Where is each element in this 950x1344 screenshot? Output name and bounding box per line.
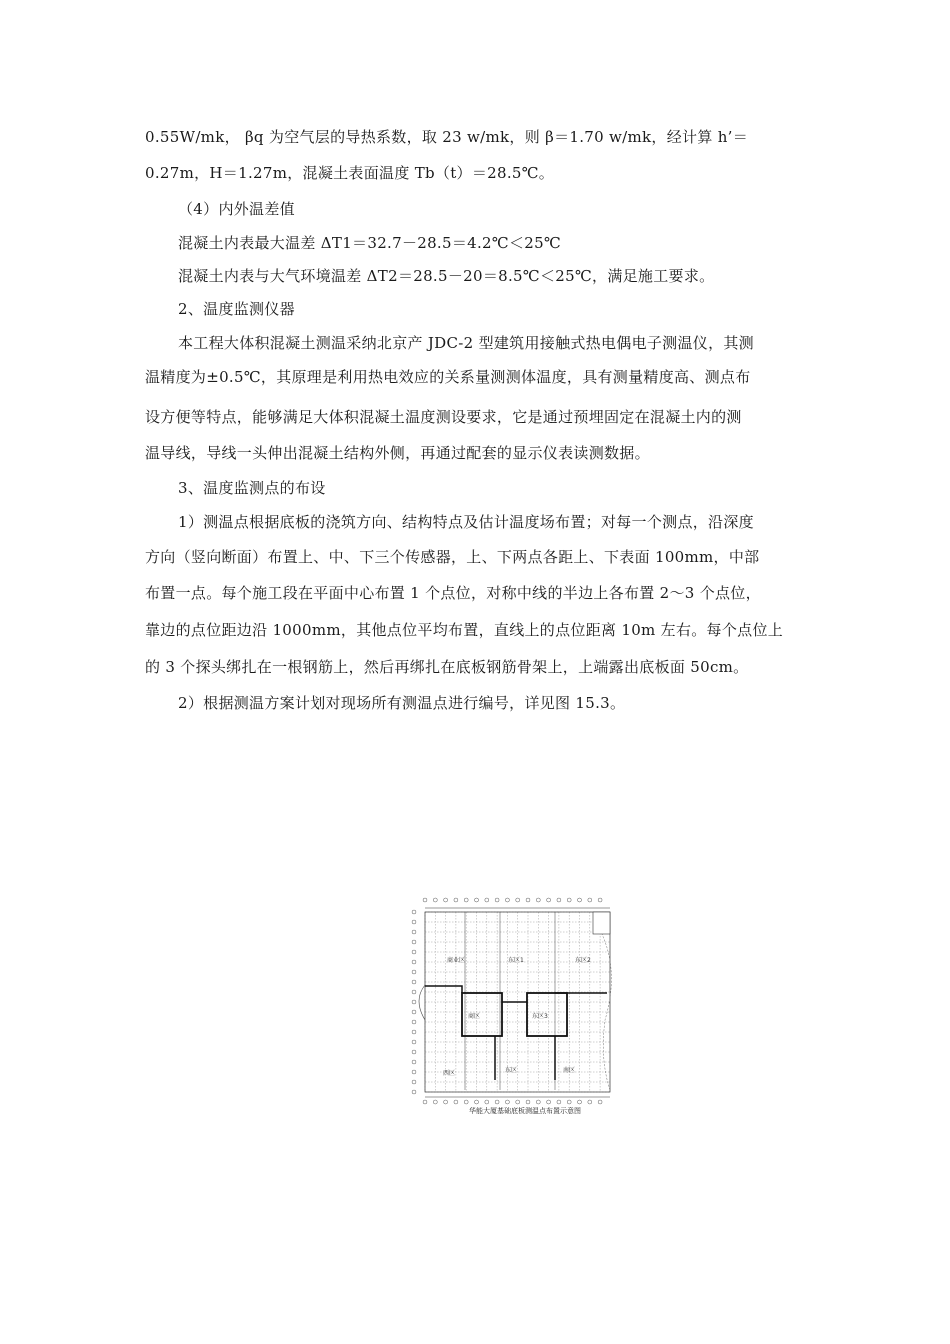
axis-bubble bbox=[412, 940, 416, 944]
paragraph-line: 本工程大体积混凝土测温采纳北京产 JDC-2 型建筑用接触式热电偶电子测温仪，其测 bbox=[178, 334, 754, 352]
axis-bubble bbox=[526, 898, 530, 902]
axis-bubble bbox=[536, 1100, 540, 1104]
axis-bubble bbox=[464, 1100, 468, 1104]
axis-bubble bbox=[412, 1010, 416, 1014]
axis-bubble bbox=[412, 1080, 416, 1084]
zone-label: 南区 bbox=[563, 1067, 576, 1074]
curved-edge bbox=[419, 985, 425, 1020]
section-heading: 3、温度监测点的布设 bbox=[178, 479, 326, 497]
axis-bubble bbox=[588, 898, 592, 902]
axis-bubble bbox=[536, 898, 540, 902]
axis-bubble bbox=[423, 898, 427, 902]
axis-bubble bbox=[412, 1030, 416, 1034]
axis-bubble bbox=[475, 1100, 479, 1104]
axis-bubble bbox=[516, 898, 520, 902]
zone-label: 东区1 bbox=[508, 957, 524, 964]
axis-bubble bbox=[485, 898, 489, 902]
axis-bubble bbox=[505, 898, 509, 902]
paragraph-line: 混凝土内表与大气环境温差 ΔT2＝28.5－20＝8.5℃＜25℃，满足施工要求。 bbox=[178, 267, 715, 285]
axis-bubble bbox=[412, 910, 416, 914]
axis-bubble bbox=[412, 980, 416, 984]
paragraph-line: 布置一点。每个施工段在平面中心布置 1 个点位，对称中线的半边上各布置 2～3 个点位， bbox=[145, 584, 761, 602]
axis-bubble bbox=[516, 1100, 520, 1104]
axis-bubble bbox=[578, 898, 582, 902]
axis-bubble bbox=[567, 898, 571, 902]
paragraph-line: 设方便等特点，能够满足大体积混凝土温度测设要求，它是通过预埋固定在混凝土内的测 bbox=[145, 408, 742, 426]
paragraph-line: 0.27m，H＝1.27m，混凝土表面温度 Tb（t）＝28.5℃。 bbox=[145, 164, 555, 182]
section-divider bbox=[465, 912, 555, 1090]
axis-bubble bbox=[412, 1040, 416, 1044]
axis-bubble bbox=[412, 950, 416, 954]
axis-bubble bbox=[454, 1100, 458, 1104]
axis-bubble bbox=[412, 1050, 416, 1054]
axis-bubble bbox=[423, 1100, 427, 1104]
axis-bubble bbox=[505, 1100, 509, 1104]
axis-bubble bbox=[412, 920, 416, 924]
paragraph-line: 温精度为±0.5℃，其原理是利用热电效应的关系量测测体温度，具有测量精度高、测点布 bbox=[145, 368, 751, 386]
axis-bubble bbox=[412, 990, 416, 994]
corner-notch bbox=[593, 912, 610, 934]
axis-bubble bbox=[412, 1070, 416, 1074]
axis-bubble bbox=[475, 898, 479, 902]
axis-bubble bbox=[495, 898, 499, 902]
axis-bubble bbox=[547, 898, 551, 902]
axis-bubble bbox=[412, 1060, 416, 1064]
axis-bubble bbox=[557, 898, 561, 902]
axis-bubble bbox=[433, 1100, 437, 1104]
zone-label: 东区2 bbox=[575, 957, 591, 964]
axis-bubble bbox=[454, 898, 458, 902]
paragraph-line: 1）测温点根据底板的浇筑方向、结构特点及估计温度场布置；对每一个测点，沿深度 bbox=[178, 513, 754, 531]
axis-bubble bbox=[412, 960, 416, 964]
zone-label: 商业区 bbox=[447, 957, 466, 964]
axis-bubble bbox=[526, 1100, 530, 1104]
paragraph-line: 方向（竖向断面）布置上、中、下三个传感器，上、下两点各距上、下表面 100mm，中部 bbox=[145, 548, 760, 566]
axis-bubble bbox=[557, 1100, 561, 1104]
axis-bubble bbox=[495, 1100, 499, 1104]
axis-bubble bbox=[567, 1100, 571, 1104]
axis-bubble bbox=[598, 1100, 602, 1104]
section-heading: （4）内外温差值 bbox=[178, 200, 295, 218]
section-heading: 2、温度监测仪器 bbox=[178, 300, 295, 318]
axis-bubble bbox=[588, 1100, 592, 1104]
paragraph-line: 2）根据测温方案计划对现场所有测温点进行编号，详见图 15.3。 bbox=[178, 694, 626, 712]
axis-bubble bbox=[444, 898, 448, 902]
floor-plan-drawing bbox=[405, 890, 635, 1105]
axis-bubble bbox=[412, 1020, 416, 1024]
paragraph-line: 靠边的点位距边沿 1000mm，其他点位平均布置，直线上的点位距离 10m 左右。每个点位上 bbox=[145, 621, 784, 639]
axis-bubble bbox=[412, 930, 416, 934]
axis-bubble bbox=[433, 898, 437, 902]
axis-bubble bbox=[412, 1090, 416, 1094]
axis-bubble bbox=[444, 1100, 448, 1104]
axis-bubble bbox=[412, 970, 416, 974]
paragraph-line: 0.55W/mk， βq 为空气层的导热系数，取 23 w/mk，则 β＝1.70 w/mk，经计算 h’＝ bbox=[145, 128, 749, 146]
figure-caption: 华能大厦基础底板测温点布置示意图 bbox=[469, 1107, 581, 1115]
axis-bubble bbox=[412, 1000, 416, 1004]
zone-label: 商区 bbox=[468, 1013, 481, 1020]
axis-bubble bbox=[547, 1100, 551, 1104]
zone-label: 东区 bbox=[505, 1067, 518, 1074]
paragraph-line: 混凝土内表最大温差 ΔT1＝32.7－28.5＝4.2℃＜25℃ bbox=[178, 234, 562, 252]
axis-bubble bbox=[485, 1100, 489, 1104]
zone-label: 东区3 bbox=[532, 1013, 548, 1020]
axis-bubble bbox=[464, 898, 468, 902]
paragraph-line: 的 3 个探头绑扎在一根钢筋上，然后再绑扎在底板钢筋骨架上，上端露出底板面 50cm。 bbox=[145, 658, 749, 676]
axis-bubble bbox=[578, 1100, 582, 1104]
zone-label: 西区 bbox=[443, 1070, 456, 1077]
paragraph-line: 温导线，导线一头伸出混凝土结构外侧，再通过配套的显示仪表读测数据。 bbox=[145, 444, 650, 462]
axis-bubble bbox=[598, 898, 602, 902]
